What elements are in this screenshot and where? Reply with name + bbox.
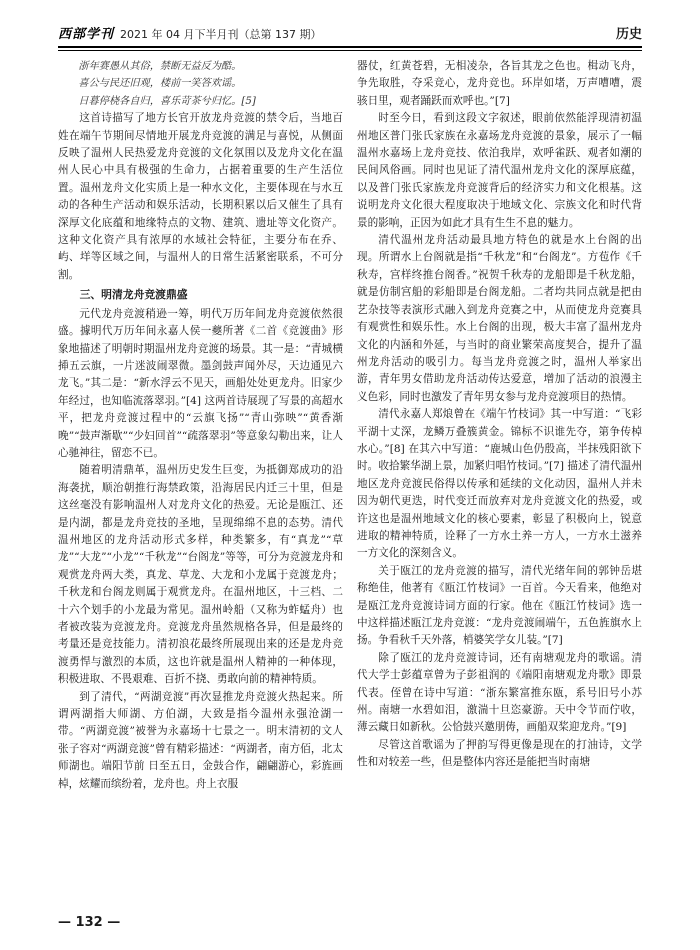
paragraph: 清代永嘉人郑烺曾在《端午竹枝词》其一中写道：“飞彩平湖十丈深，龙鳞万叠簇黄金。锦标不识谁先夺，第争传棹水心。”[8] 在其六中写道：“鹿城山色仍殷高，半抹残阳欲下时。收拾繁华湖上景，加紧归唱竹枝词。”[7] 描述了清代温州地区龙舟竞渡民俗得以传承和延续的文化动因，温州人并未因为朝代更迭，时代变迁而放弃对龙舟竞渡文化的热爱，或许这也是温州地域文化的核心要素，彰显了积极向上，锐意进取的精神特质，诠释了一方水土养一方人，一方水土滋养一方文化的深刻含义。 — [357, 408, 642, 560]
section-tag: 历史 — [615, 27, 642, 42]
paragraph: 这首诗描写了地方长官开放龙舟竞渡的禁令后，当地百姓在端午节期间尽情地开展龙舟竞渡的满足与喜悦，从侧面反映了温州人民热爱龙舟竞渡的文化氛围以及龙舟文化在温州人民心中具有极强的生命力，占据着重要的生产生活位置。温州龙舟文化实质上是一种水文化，主要体现在与水互动的各种生产活动和娱乐活动，长期积累以后又催生了具有深厚文化底蕴和地缘特点的文物、建筑、遗址等文化资产。这种文化资产具有浓厚的水域社会特征，主要分布在乔、屿、垟等区域之间，与温州人的日常生活紧密联系，不可分割。 — [58, 112, 343, 281]
poem-line: 喜公与民还旧观，楼前一笑答欢谣。 — [78, 78, 242, 90]
paragraph: 时至今日，看到这段文字叙述，眼前依然能浮现清初温州地区普门张氏家族在永嘉场龙舟竞渡的景象，展示了一幅温州水嘉场上龙舟竞技、依泊我岸，欢呼雀跃、观者如潮的民间风俗画。同时也见证了清代温州龙舟文化的深厚底蕴，以及普门张氏家族龙舟竞渡背后的经济实力和文化根基。这说明龙舟文化很大程度取决于地域文化、宗族文化和时代背景的影响，正因为如此才具有生生不息的魅力。 — [357, 112, 642, 229]
section-heading: 三、明清龙舟竞渡鼎盛 — [79, 288, 188, 302]
poem-line: 日暮停桡各自归，喜乐苛茶兮归忆。[5] — [78, 95, 256, 107]
issue-info: 2021 年 04 月下半月刊（总第 137 期） — [120, 28, 322, 41]
paragraph: 清代温州龙舟活动最具地方特色的就是水上台阁的出现。所谓水上台阁就是指“千秋龙”和“台阁龙”。方苞作《千秋寿，宫样终推台阁香。”祝贺千秋寿的龙船即是千秋龙船，就是仿制宫船的彩船即是台阁龙船。二者均共同点就是把由艺杂技等表演形式融入到龙舟竞赛之中，从而使龙舟竞赛具有观赏性和娱乐性。水上台阁的出现，极大丰富了温州龙舟文化的内涵和外延，与当时的商业繁荣高度契合，提升了温州龙舟活动的吸引力。每当龙舟竞渡之时，温州人举家出游，青年男女借助龙舟活动传达爱意，增加了活动的浪漫主义色彩，同时也激发了青年男女参与龙舟竞渡项目的热情。 — [357, 234, 642, 403]
journal-logo: 西部学刊 — [58, 27, 115, 42]
paragraph: 到了清代，“两湖竞渡”再次显推龙舟竞渡火热起来。所谓两湖指大师湖、方伯湖，大致是指今温州永强沧湖一带。“两湖竞渡”被誉为永嘉场十七景之一。明末清初的文人张子容对“两湖竞渡”曾有精彩描述：“两湖者，南方佰，北太师湖也。端阳节前 日至五日，金鼓合作，翩翩游心，彩旌画棹，炫耀而缤纷着，龙舟也。舟上衣服 — [58, 690, 343, 790]
paragraph: 元代龙舟竞渡稍逊一筹，明代万历年间龙舟竞渡依然很盛。據明代万历年间永嘉人侯一夔所著《二首《竞渡曲》形象地描述了明朝时期温州龙舟竞渡的场景。其一是：“青城横揷五云旗，一片迷波闹翠微。墨剑鼓声闻外尽，天边通见六龙飞。”其二是：“新水浮云不见天，画船处处更龙舟。旧家少年经过，也知临流落翠羽。”[4] 这两首诗展现了写景的高超水平，把龙舟竞渡过程中的“云旗飞扬”“青山弥映”“黄香渐晚”“鼓声渐歇”“少妇回首”“疏落翠羽”等意象勾勒出来，让人心驰神往，留恋不已。 — [58, 307, 343, 459]
paragraph: 除了瓯江的龙舟竞渡诗词，还有南塘观龙舟的歌谣。清代大学士彭蕴章曾为子彭祖润的《端阳南塘观龙舟歌》即景代表。侄曾在诗中写道：“浙东繁富推东瓯，系号旧号小苏州。南塘一水碧如泪，激湍十旦恣豪游。天中令节而佇收，薄云藏日如新秋。公恰鼓兴邀朋俦，画船双桨迎龙舟。”[9] — [357, 651, 642, 734]
poem-line: 浙年赛愚从其俗，禁断无益反为酷。 — [78, 61, 242, 72]
header-rule — [58, 46, 642, 51]
left-column — [58, 58, 343, 898]
page-header — [58, 20, 642, 42]
right-column — [357, 58, 642, 898]
page-number: — 132 — — [58, 915, 121, 930]
header-left — [58, 23, 322, 42]
paragraph: 关于瓯江的龙舟竞渡的描写，清代光绪年间的郭钟岳堪称绝佳，他著有《瓯江竹枝词》一百首。今天看来，他绝对是瓯江龙舟竞渡诗词方面的行家。他在《瓯江竹枝词》选一中这样描述瓯江龙舟竞渡：“龙舟竞渡闹端午，五色旌旗水上扬。争看秋千天外落，梢婆笑学女儿装。”[7] — [357, 564, 642, 647]
article-body — [58, 58, 642, 898]
paragraph: 随着明清鼎革，温州历史发生巨变，为抵御郑成功的沿海袭扰，顺治朝推行海禁政策，沿海居民内迁三十里，但是这丝毫没有影响温州人对龙舟文化的热爱。无论是瓯江、还是内湖，都是龙舟竞技的圣地，呈现绵绵不息的态势。清代温州地区的龙舟活动形式多样，种类繁多，有“真龙”“草龙”“大龙”“小龙”“千秋龙”“台阁龙”等等，可分为竞渡龙舟和观赏龙舟两大类，真龙、草龙、大龙和小龙属于竞渡龙舟；千秋龙和台阁龙则属于观赏龙舟。在温州地区，十三档、二十六个划手的小龙最为常见。温州岭船（又称为蚱蜢舟）也者被改装为竞渡龙舟。竞渡龙舟虽然规格各异，但是最终的考量还是竞技能力。清初浪花最终所展现出来的还是龙舟竞渡勇悍与激烈的本质，这也许就是温州人精神的一种体现，积极进取、不畏艰难、百折不挠、勇敢向前的精神特质。 — [58, 464, 343, 686]
paragraph: 器仗，红黄苍碧，无相凌杂，各旨其龙之色也。楫动飞舟，争先取胜，夺采竞心，龙舟竞也。环岸如堵，万声嘈嘈，震骇日里，观者踊跃而欢呼也。”[7] — [357, 60, 642, 107]
paragraph: 尽管这首歌谣为了押韵写得更像是现在的打油诗，文学性和对较差一些，但是整体内容还是能把当时南塘 — [357, 738, 642, 769]
